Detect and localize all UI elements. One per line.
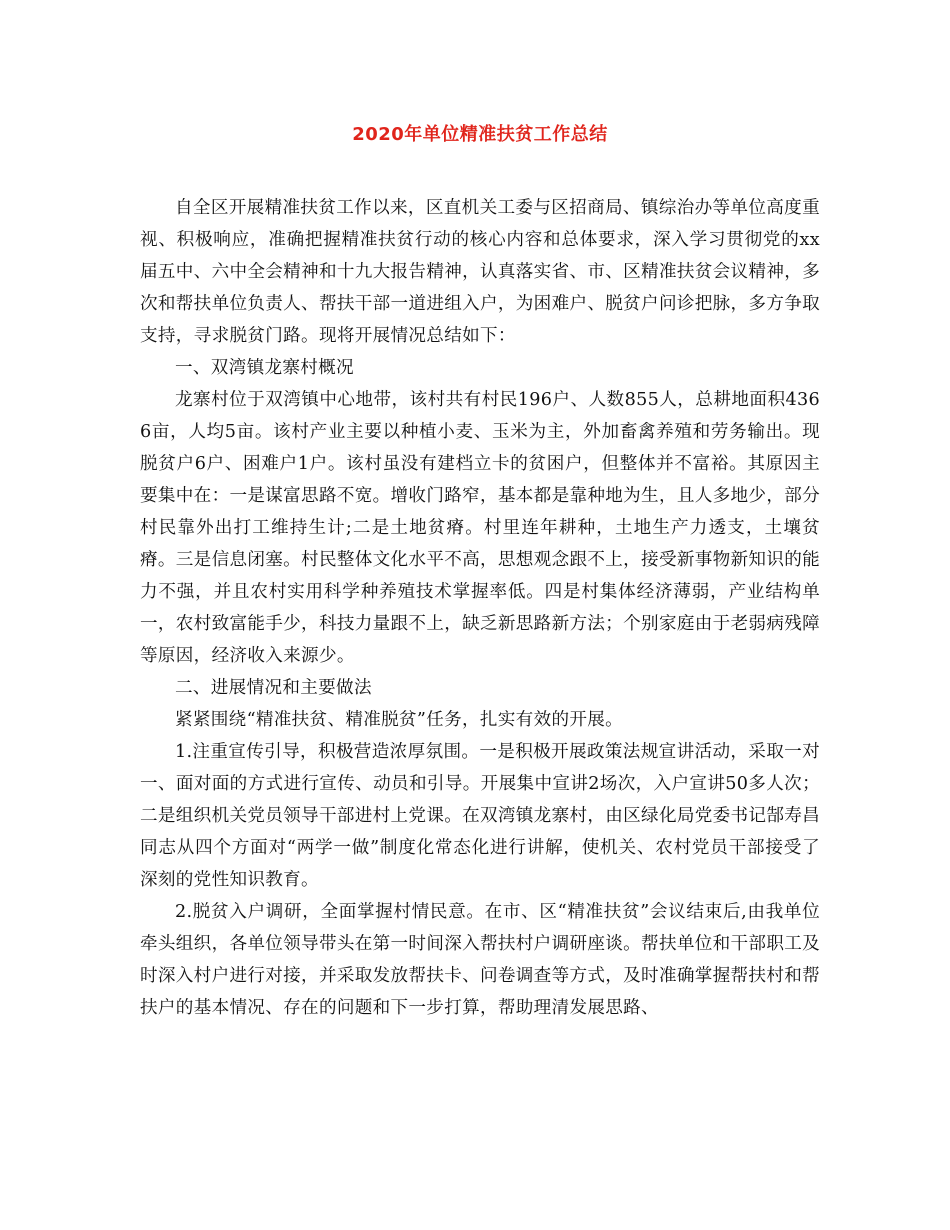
section-heading-progress: 二、进展情况和主要做法 bbox=[175, 678, 372, 698]
overview-paragraph: 龙寨村位于双湾镇中心地带，该村共有村民196户、人数855人，总耕地面积4366亩，人均5亩。该村产业主要以种植小麦、玉米为主，外加畜禽养殖和劳务输出。现脱贫户6户、困难户1户。该村虽没有建档立卡的贫困户，但整体并不富裕。其原因主要集中在：一是谋富思路不宽。增收门路窄，基本都是靠种地为生，且人多地少，部分村民靠外出打工维持生计;二是土地贫瘠。村里连年耕种，土地生产力透支，土壤贫瘠。三是信息闭塞。村民整体文化水平不高，思想观念跟不上，接受新事物新知识的能力不强，并且农村实用科学种养殖技术掌握率低。四是村集体经济薄弱，产业结构单一，农村致富能手少，科技力量跟不上，缺乏新思路新方法；个别家庭由于老弱病残障等原因，经济收入来源少。 bbox=[140, 390, 820, 666]
section-heading-overview: 一、双湾镇龙寨村概况 bbox=[175, 358, 354, 378]
item-1-paragraph: 1.注重宣传引导，积极营造浓厚氛围。一是积极开展政策法规宣讲活动，采取一对一、面对面的方式进行宣传、动员和引导。开展集中宣讲2场次，入户宣讲50多人次；二是组织机关党员领导干部进村上党课。在双湾镇龙寨村，由区绿化局党委书记郜寿昌同志从四个方面对“两学一做”制度化常态化进行讲解，使机关、农村党员干部接受了深刻的党性知识教育。 bbox=[140, 742, 820, 890]
progress-intro-paragraph: 紧紧围绕“精准扶贫、精准脱贫”任务，扎实有效的开展。 bbox=[175, 710, 624, 730]
intro-paragraph: 自全区开展精准扶贫工作以来，区直机关工委与区招商局、镇综治办等单位高度重视、积极响应，准确把握精准扶贫行动的核心内容和总体要求，深入学习贯彻党的xx届五中、六中全会精神和十九大报告精神，认真落实省、市、区精准扶贫会议精神，多次和帮扶单位负责人、帮扶干部一道进组入户，为困难户、脱贫户问诊把脉，多方争取支持，寻求脱贫门路。现将开展情况总结如下： bbox=[140, 198, 820, 346]
document-title: 2020年单位精准扶贫工作总结 bbox=[352, 124, 608, 145]
item-2-paragraph: 2.脱贫入户调研，全面掌握村情民意。在市、区“精准扶贫”会议结束后,由我单位牵头组织，各单位领导带头在第一时间深入帮扶村户调研座谈。帮扶单位和干部职工及时深入村户进行对接，并采取发放帮扶卡、问卷调查等方式，及时准确掌握帮扶村和帮扶户的基本情况、存在的问题和下一步打算，帮助理清发展思路、 bbox=[140, 902, 820, 1018]
document-body bbox=[140, 192, 820, 1024]
